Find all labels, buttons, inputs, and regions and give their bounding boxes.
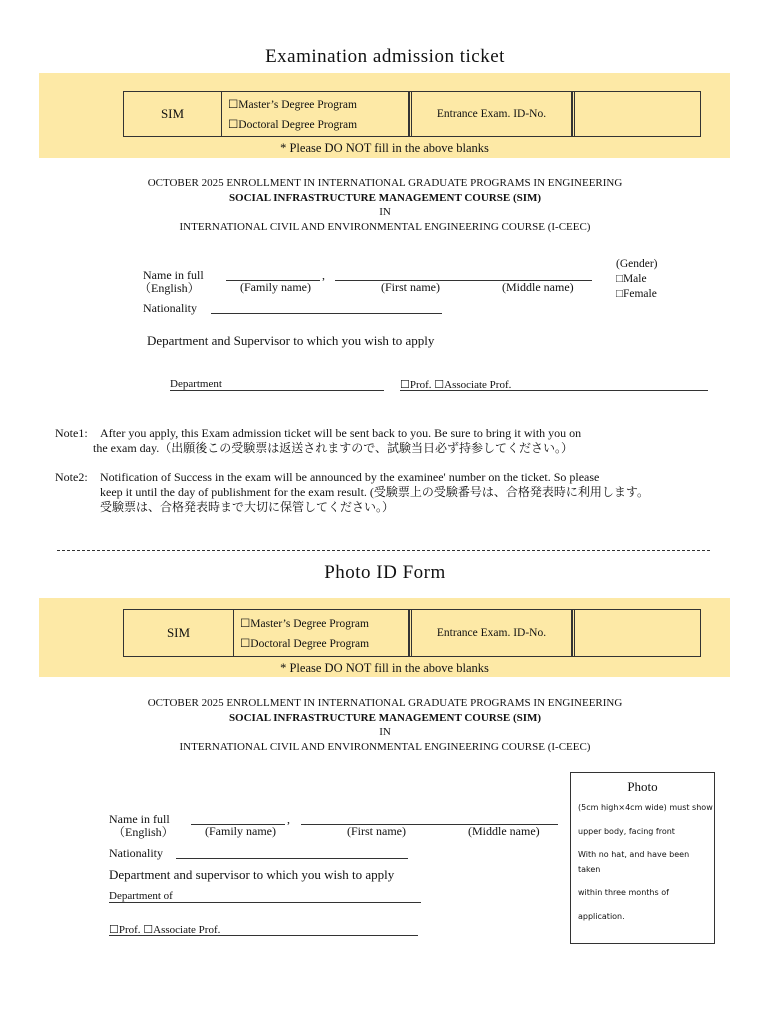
ticket-header — [0, 176, 770, 234]
note1-text: After you apply, this Exam admission ticket will be sent back to you. Be sure to bring it with you on — [100, 426, 582, 440]
header-line3: IN — [379, 726, 391, 738]
program-cell — [234, 610, 409, 656]
female-checkbox[interactable]: □Female — [616, 288, 657, 300]
nationality-field[interactable] — [211, 313, 442, 314]
header-line2: SOCIAL INFRASTRUCTURE MANAGEMENT COURSE (SIM) — [228, 191, 542, 204]
english-label: （English） — [139, 281, 200, 295]
cut-line — [57, 550, 710, 551]
supervisor-field[interactable] — [109, 935, 418, 936]
name-label: Name in full — [109, 812, 170, 826]
doctoral-checkbox[interactable]: ☐Doctoral Degree Program — [228, 119, 358, 131]
ticket-admin-box — [123, 91, 701, 137]
note2-text3: 受験票は、合格発表時まで大切に保管してください。） — [100, 500, 395, 514]
header-line4: INTERNATIONAL CIVIL AND ENVIRONMENTAL ENGINEERING COURSE (I-CEEC) — [179, 220, 591, 233]
note2-text2: keep it until the day of publishment for the exam result. (受験票上の受験番号は、合格発表時に利用します。 — [100, 485, 649, 499]
comma: , — [322, 268, 325, 282]
dept-supervisor-label: Department and supervisor to which you wish to apply — [109, 867, 395, 882]
blank-note: * Please DO NOT fill in the above blanks — [280, 661, 489, 675]
name-label: Name in full — [143, 268, 204, 282]
gender-group — [616, 257, 658, 302]
header-line3: IN — [379, 206, 391, 218]
photo-admin-box — [123, 609, 701, 657]
prof-checkboxes[interactable]: ☐Prof. ☐Associate Prof. — [400, 379, 512, 391]
exam-id-field[interactable] — [572, 92, 700, 136]
exam-id-field[interactable] — [572, 610, 700, 656]
dept-supervisor-label: Department and Supervisor to which you wish to apply — [147, 333, 435, 348]
header-line2: SOCIAL INFRASTRUCTURE MANAGEMENT COURSE (SIM) — [228, 711, 542, 724]
photo-box[interactable] — [570, 772, 715, 944]
photo-form-title: Photo ID Form — [324, 562, 446, 583]
photo-line3: With no hat, and have been taken — [578, 850, 690, 874]
photo-line2: upper body, facing front — [578, 826, 675, 836]
header-line1: OCTOBER 2025 ENROLLMENT IN INTERNATIONAL GRADUATE PROGRAMS IN ENGINEERING — [147, 177, 623, 189]
supervisor-field[interactable] — [400, 390, 708, 391]
sim-cell: SIM — [124, 92, 222, 136]
male-checkbox[interactable]: □Male — [616, 273, 647, 285]
photo-line4: within three months of — [578, 888, 669, 897]
family-label: (Family name) — [205, 824, 276, 838]
sim-cell: SIM — [124, 610, 234, 656]
comma: , — [287, 812, 290, 826]
middle-label: (Middle name) — [468, 824, 540, 838]
nationality-label: Nationality — [109, 846, 163, 860]
department-field[interactable] — [109, 902, 421, 903]
first-label: (First name) — [381, 280, 440, 294]
ticket-title: Examination admission ticket — [265, 46, 505, 67]
photo-title: Photo — [627, 779, 658, 794]
department-field[interactable] — [170, 390, 384, 391]
exam-id-label: Entrance Exam. ID-No. — [409, 92, 572, 136]
photo-line1: (5cm high×4cm wide) must show — [578, 803, 713, 812]
doctoral-checkbox[interactable]: ☐Doctoral Degree Program — [240, 638, 370, 650]
nationality-field[interactable] — [176, 858, 408, 859]
masters-checkbox[interactable]: ☐Master’s Degree Program — [228, 99, 357, 111]
program-cell — [222, 92, 409, 136]
masters-checkbox[interactable]: ☐Master’s Degree Program — [240, 618, 369, 630]
middle-label: (Middle name) — [502, 280, 574, 294]
note1-label: Note1: — [55, 426, 88, 440]
department-of-label: Department of — [109, 890, 173, 902]
prof-checkboxes[interactable]: ☐Prof. ☐Associate Prof. — [109, 924, 221, 936]
nationality-label: Nationality — [143, 301, 197, 315]
note1-text2: the exam day.（出願後この受験票は返送されますので、試験当日必ず持参してください。） — [93, 441, 573, 455]
blank-note: * Please DO NOT fill in the above blanks — [280, 141, 489, 155]
photo-line5: application. — [578, 911, 625, 921]
note2-text: Notification of Success in the exam will be announced by the examinee' number on the ticket. So please — [100, 470, 600, 484]
exam-id-label: Entrance Exam. ID-No. — [409, 610, 572, 656]
header-line1: OCTOBER 2025 ENROLLMENT IN INTERNATIONAL GRADUATE PROGRAMS IN ENGINEERING — [147, 697, 623, 709]
first-label: (First name) — [347, 824, 406, 838]
photo-header — [0, 696, 770, 754]
family-label: (Family name) — [240, 280, 311, 294]
header-line4: INTERNATIONAL CIVIL AND ENVIRONMENTAL ENGINEERING COURSE (I-CEEC) — [179, 740, 591, 753]
note2-label: Note2: — [55, 470, 88, 484]
gender-title: (Gender) — [616, 258, 658, 270]
english-label: （English） — [113, 825, 174, 839]
department-label: Department — [170, 378, 222, 390]
